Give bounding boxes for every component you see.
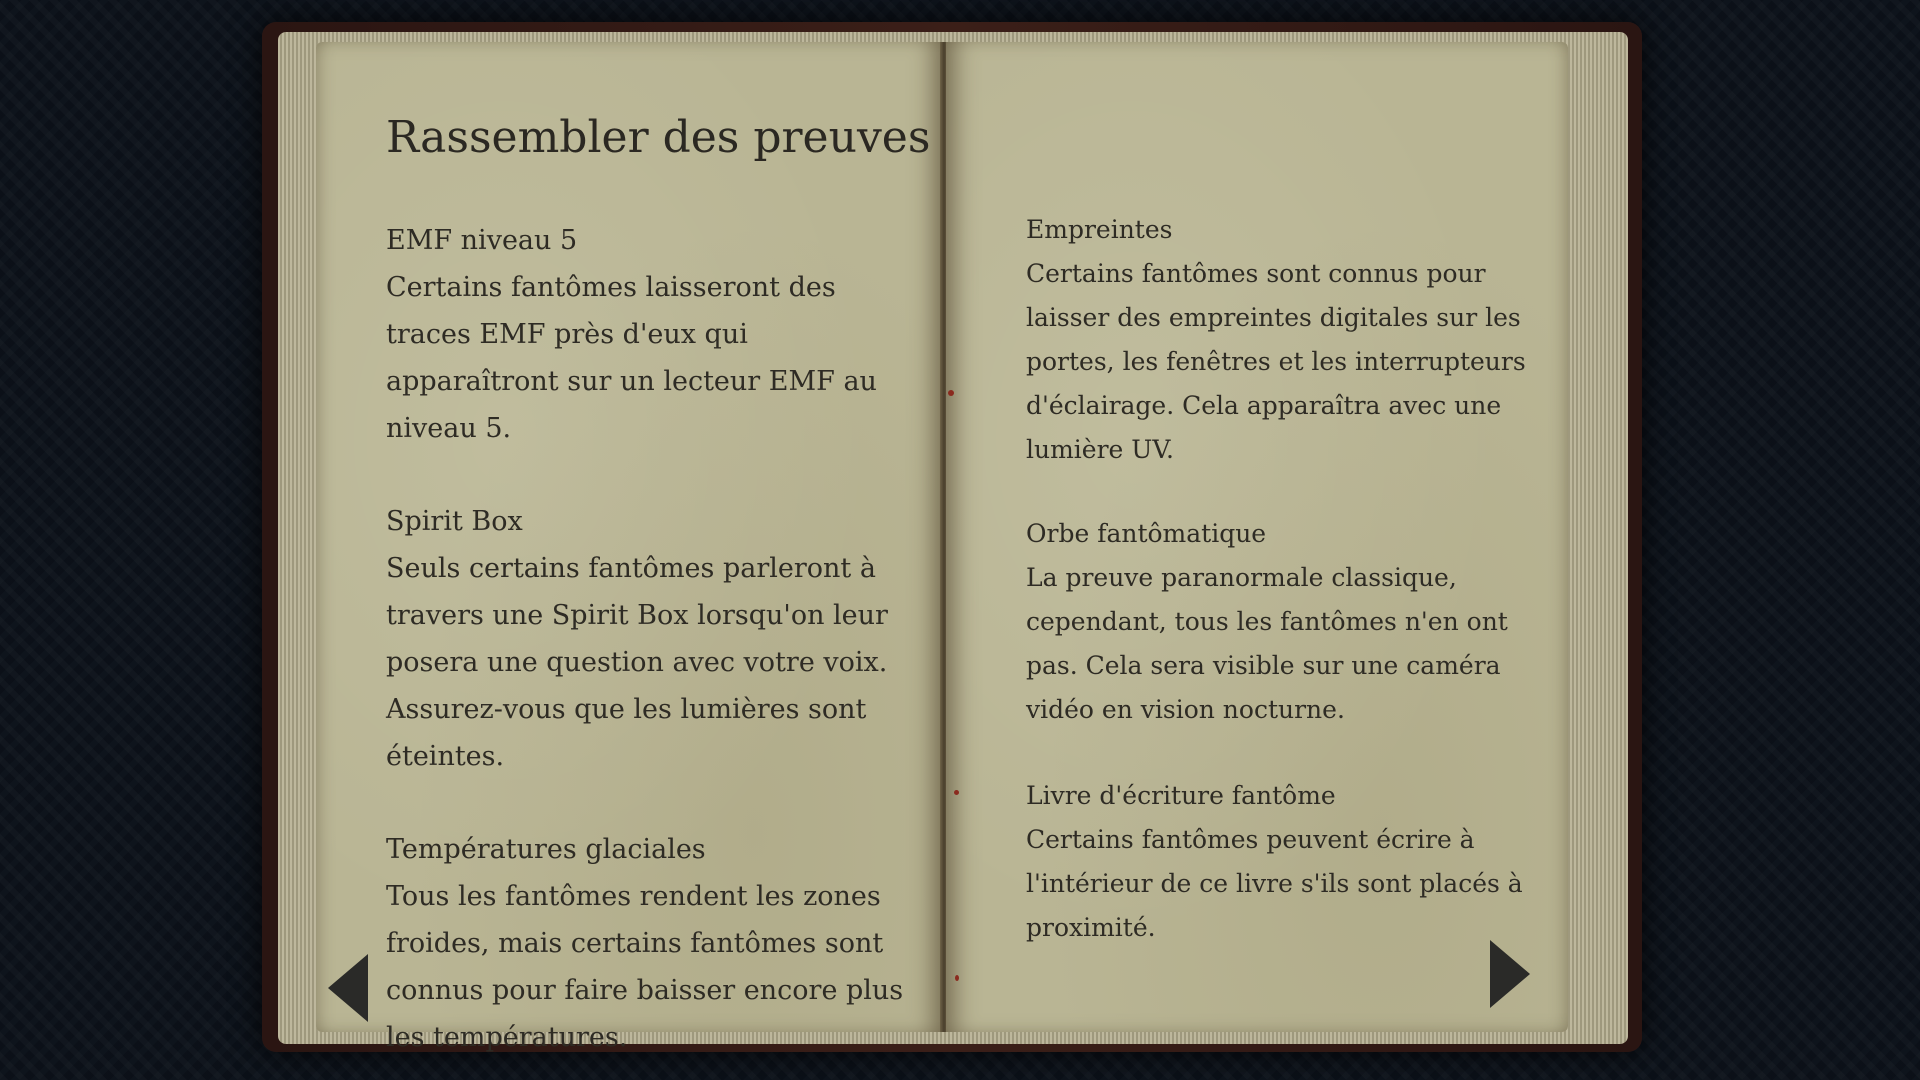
blood-stain bbox=[948, 390, 954, 396]
evidence-section-ghost-writing bbox=[1026, 774, 1546, 950]
journal-left-page bbox=[316, 42, 942, 1053]
evidence-description: Tous les fantômes rendent les zones froides, mais certains fantômes sont connus pour faire baisser encore plus les températures. bbox=[386, 881, 904, 1053]
next-page-button[interactable] bbox=[1490, 940, 1530, 1008]
evidence-description: Seuls certains fantômes parleront à travers une Spirit Box lorsqu'on leur posera une question avec votre voix. Assurez-vous que les lumières sont éteintes. bbox=[386, 553, 888, 772]
evidence-heading: EMF niveau 5 bbox=[386, 225, 578, 256]
evidence-description: La preuve paranormale classique, cependant, tous les fantômes n'en ont pas. Cela sera visible sur une caméra vidéo en vision nocturne. bbox=[1026, 563, 1508, 724]
evidence-description: Certains fantômes sont connus pour laisser des empreintes digitales sur les portes, les fenêtres et les interrupteurs d'éclairage. Cela apparaîtra avec une lumière UV. bbox=[1026, 259, 1526, 464]
evidence-section-spirit-box bbox=[386, 498, 926, 780]
evidence-heading: Livre d'écriture fantôme bbox=[1026, 781, 1336, 810]
evidence-section-emf bbox=[386, 217, 926, 452]
evidence-section-freezing bbox=[386, 826, 926, 1061]
blood-stain bbox=[955, 975, 959, 981]
evidence-heading: Spirit Box bbox=[386, 506, 523, 537]
page-title: Rassembler des preuves bbox=[386, 112, 931, 163]
blood-stain bbox=[954, 790, 959, 795]
journal-right-page bbox=[946, 42, 1568, 1032]
evidence-section-ghost-orb bbox=[1026, 512, 1546, 732]
evidence-heading: Températures glaciales bbox=[386, 834, 706, 865]
evidence-heading: Orbe fantômatique bbox=[1026, 519, 1267, 548]
evidence-description: Certains fantômes peuvent écrire à l'intérieur de ce livre s'ils sont placés à proximité. bbox=[1026, 825, 1523, 942]
evidence-heading: Empreintes bbox=[1026, 215, 1173, 244]
previous-page-button[interactable] bbox=[328, 954, 368, 1022]
evidence-section-fingerprints bbox=[1026, 208, 1546, 472]
evidence-description: Certains fantômes laisseront des traces EMF près d'eux qui apparaîtront sur un lecteur EMF au niveau 5. bbox=[386, 272, 877, 444]
